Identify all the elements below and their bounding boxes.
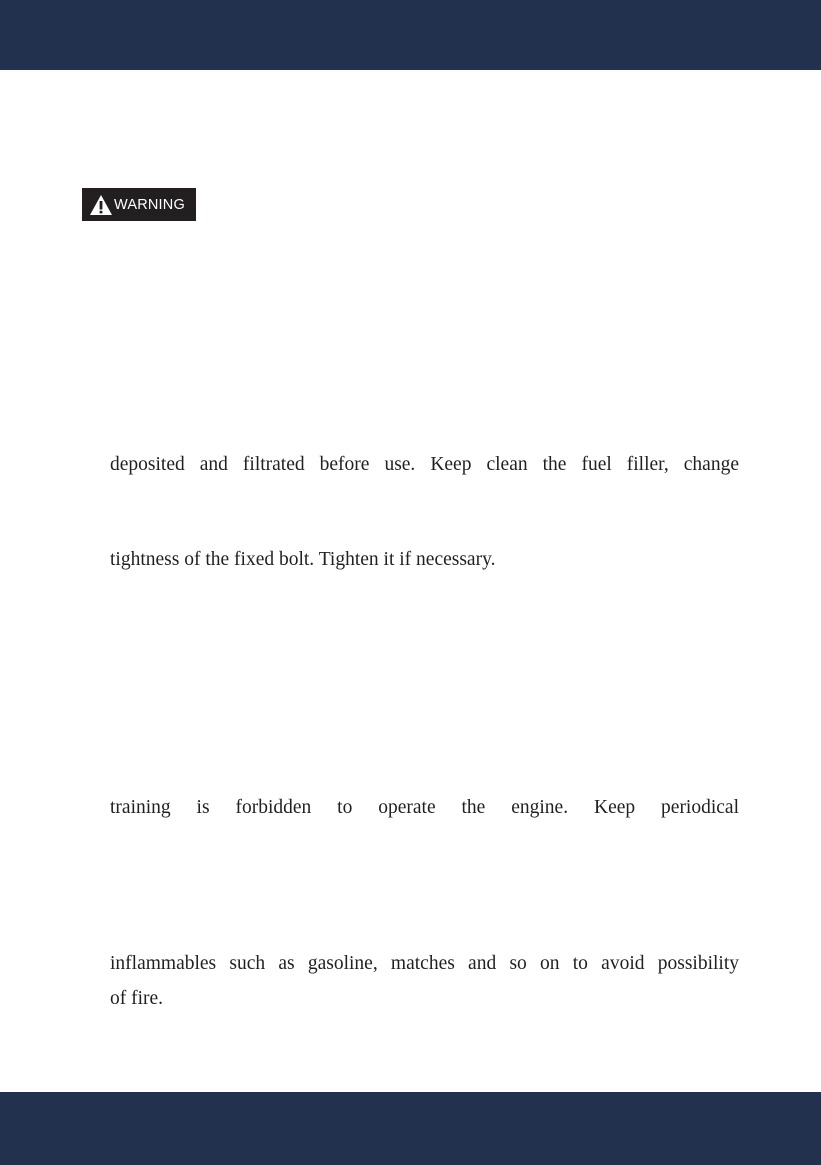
footer-bar bbox=[0, 1092, 821, 1165]
text-line-1: deposited and filtrated before use. Keep clean the fuel filler, change bbox=[110, 454, 739, 475]
text-line-3: training is forbidden to operate the engine. Keep periodical bbox=[110, 797, 739, 818]
header-bar bbox=[0, 0, 821, 70]
warning-badge bbox=[82, 188, 196, 221]
text-line-2: tightness of the fixed bolt. Tighten it if necessary. bbox=[110, 549, 496, 570]
warning-label: WARNING bbox=[114, 196, 185, 213]
warning-triangle-icon bbox=[89, 194, 113, 216]
text-line-4: inflammables such as gasoline, matches and so on to avoid possibility bbox=[110, 953, 739, 974]
text-line-5: of fire. bbox=[110, 988, 164, 1009]
